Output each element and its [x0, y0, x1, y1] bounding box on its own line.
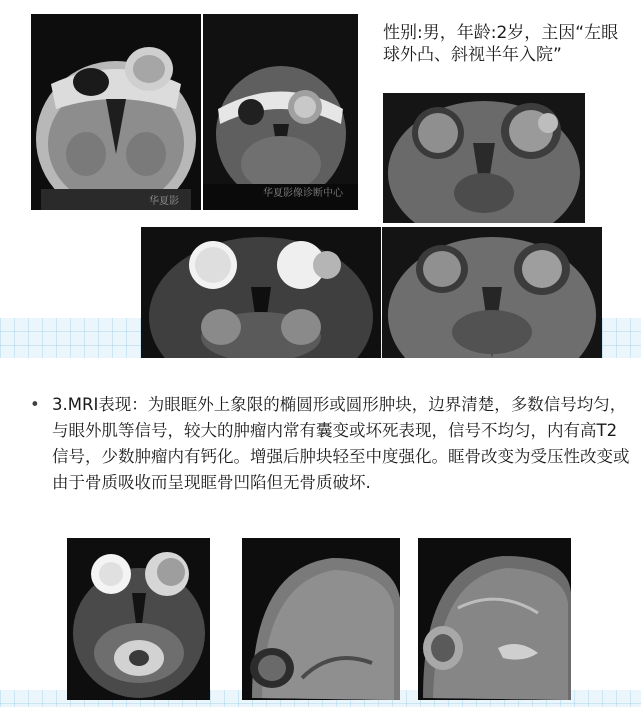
mri-axial-top-right: [383, 93, 585, 223]
mri-axial-t2-bottom-image: [67, 538, 210, 700]
mri-axial-t2-middle: [141, 227, 381, 358]
mri-sagittal-right-image: [418, 538, 571, 700]
ct-scan-axial-right-image: [203, 14, 358, 210]
ct-scan-axial-left: [31, 14, 201, 210]
ct-scan-axial-right: [203, 14, 358, 210]
mri-sagittal-right: [418, 538, 571, 700]
patient-info: 性别:男，年龄:2岁，主因“左眼球外凸、斜视半年入院”: [383, 23, 619, 65]
mri-sagittal-middle-image: [242, 538, 400, 700]
mri-sagittal-middle: [242, 538, 400, 700]
ct-scan-axial-left-image: [31, 14, 201, 210]
mri-axial-t2-bottom: [67, 538, 210, 700]
mri-findings-bullet: [30, 392, 630, 496]
mri-axial-t1-middle-image: [382, 227, 602, 358]
ct-left-watermark: 华夏影: [149, 196, 179, 207]
mri-axial-top-right-image: [383, 93, 585, 223]
mri-axial-t2-middle-image: [141, 227, 381, 358]
bullet-marker: •: [30, 395, 40, 414]
ct-right-watermark: 华夏影像诊断中心: [263, 188, 343, 199]
mri-findings-text: 3.MRI表现：为眼眶外上象限的椭圆形或圆形肿块，边界清楚，多数信号均匀， 与眼外肌等信号，较大的肿瘤内常有囊变或坏死表现，信号不均匀，内有高T2信号，少数肿瘤内有钙化。增强后肿块轻至中度强化。眶骨改变为受压性改变或由于骨质吸收而呈现眶骨凹陷但无骨质破坏.: [52, 395, 630, 492]
mri-axial-t1-middle: [382, 227, 602, 358]
